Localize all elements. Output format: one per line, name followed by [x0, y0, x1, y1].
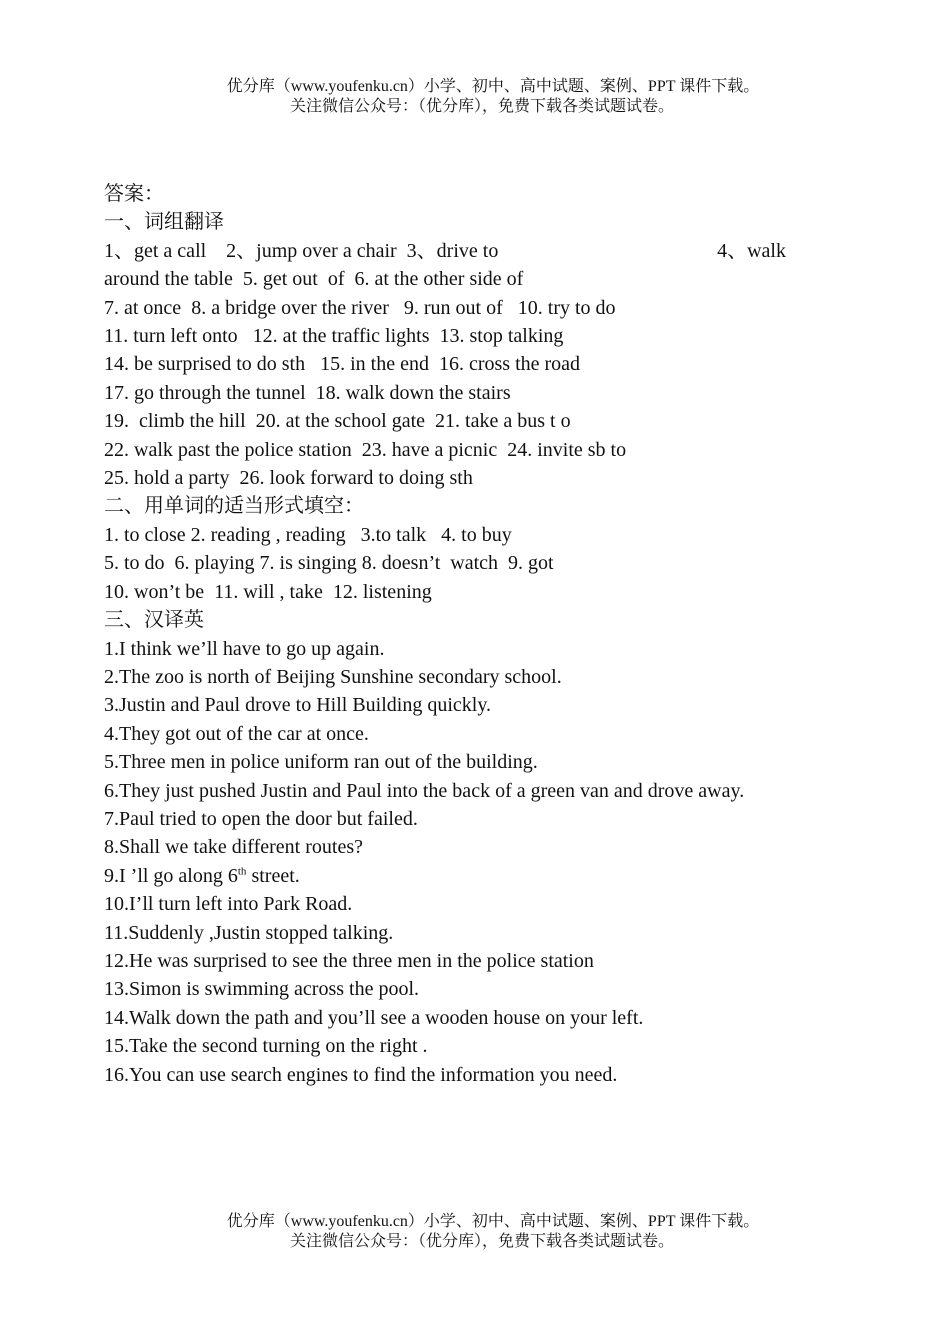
section-3-line: 4.They got out of the car at once. — [104, 722, 369, 745]
section-1-line: 14. be surprised to do sth 15. in the end 16. cross the road — [104, 353, 581, 376]
footer-line-1: 优分库（www.youfenku.cn）小学、初中、高中试题、案例、PPT 课件下载。 — [226, 1213, 760, 1230]
section-3-line: 14.Walk down the path and you’ll see a wooden house on your left. — [104, 1006, 644, 1029]
line-9-text-end: street. — [246, 864, 300, 887]
section-1-line: 11. turn left onto 12. at the traffic lights 13. stop talking — [104, 325, 564, 348]
section-3-line: 16.You can use search engines to find the information you need. — [104, 1063, 618, 1086]
line-9-superscript: th — [237, 865, 247, 878]
section-3-line: 2.The zoo is north of Beijing Sunshine secondary school. — [104, 665, 562, 688]
section-3-heading: 三、汉译英 — [104, 609, 204, 632]
section-1-line: 22. walk past the police station 23. have a picnic 24. invite sb to — [104, 438, 627, 461]
section-3-line: 3.Justin and Paul drove to Hill Building quickly. — [104, 694, 492, 717]
section-3-line-6: 6.They just pushed Justin and Paul into the back of a green van and drove away. — [104, 779, 745, 802]
section-1-first-row — [104, 237, 786, 265]
section-1-line: around the table 5. get out of 6. at the other side of — [104, 268, 524, 291]
section-3-line: 5.Three men in police uniform ran out of the building. — [104, 751, 538, 774]
section-1-row1-left: 1、get a call 2、jump over a chair 3、drive to — [104, 239, 499, 262]
section-3-line: 1.I think we’ll have to go up again. — [104, 637, 385, 660]
answer-content — [104, 180, 786, 1089]
answers-title: 答案： — [104, 183, 164, 205]
section-3-line: 11.Suddenly ,Justin stopped talking. — [104, 921, 394, 944]
section-2-heading: 二、用单词的适当形式填空： — [104, 495, 364, 518]
section-1-line: 7. at once 8. a bridge over the river 9. run out of 10. try to do — [104, 296, 616, 319]
section-1-row1-right: 4、walk — [717, 239, 786, 262]
section-3-line: 10.I’ll turn left into Park Road. — [104, 893, 353, 916]
section-3-line: 8.Shall we take different routes? — [104, 836, 363, 859]
section-1-line: 17. go through the tunnel 18. walk down the stairs — [104, 381, 511, 404]
section-1-heading: 一、词组翻译 — [104, 211, 224, 234]
footer-line-2: 关注微信公众号：（优分库），免费下载各类试题试卷。 — [289, 1233, 674, 1250]
page-footer — [0, 1212, 950, 1252]
line-9-text: 9.I ’ll go along 6 — [104, 864, 238, 887]
section-1-line: 25. hold a party 26. look forward to doing sth — [104, 467, 473, 490]
header-line-2: 关注微信公众号：（优分库），免费下载各类试题试卷。 — [289, 98, 674, 115]
section-3-line: 12.He was surprised to see the three men in the police station — [104, 949, 594, 972]
section-3-line: 15.Take the second turning on the right . — [104, 1035, 428, 1058]
section-3-line-9 — [104, 862, 786, 890]
section-2-line: 5. to do 6. playing 7. is singing 8. doesn’t watch 9. got — [104, 552, 554, 575]
section-1-line: 19. climb the hill 20. at the school gate 21. take a bus t o — [104, 410, 571, 433]
page-header — [0, 77, 950, 117]
section-3-line: 13.Simon is swimming across the pool. — [104, 978, 419, 1001]
section-2-line: 1. to close 2. reading , reading 3.to talk 4. to buy — [104, 523, 512, 546]
section-2-line: 10. won’t be 11. will , take 12. listening — [104, 580, 432, 603]
header-line-1: 优分库（www.youfenku.cn）小学、初中、高中试题、案例、PPT 课件下载。 — [226, 78, 760, 95]
section-3-line: 7.Paul tried to open the door but failed. — [104, 807, 418, 830]
